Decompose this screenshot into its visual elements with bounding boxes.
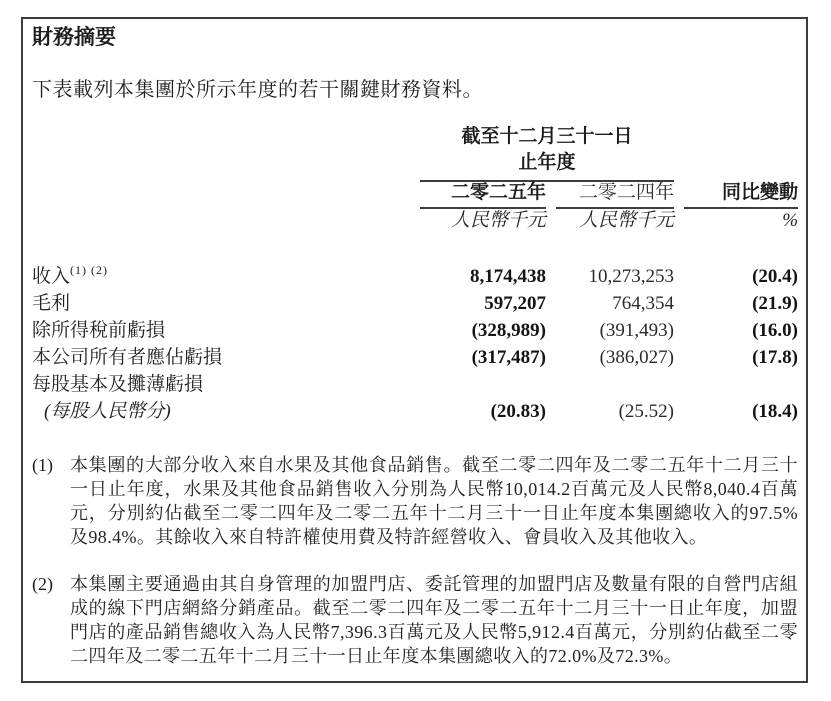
footnote-1 xyxy=(32,453,798,549)
row-label: 每股基本及攤薄虧損 xyxy=(32,374,204,395)
value-change: (16.0) xyxy=(752,320,799,341)
value-2024: 764,354 xyxy=(612,293,675,314)
table-row-loss-before-tax xyxy=(32,317,798,344)
spacer-row xyxy=(32,233,798,263)
table-row-loss-attributable xyxy=(32,344,798,371)
period-header xyxy=(420,124,674,182)
financial-summary-panel xyxy=(21,17,808,683)
value-change xyxy=(674,371,798,398)
unit-2025: 人民幣千元 xyxy=(450,210,546,231)
empty-unit-cell xyxy=(32,209,420,233)
value-2025: (328,989) xyxy=(471,320,546,341)
value-2025: (20.83) xyxy=(490,401,546,422)
change-header-cell xyxy=(674,182,798,209)
value-2025: (317,487) xyxy=(471,347,546,368)
value-2025 xyxy=(420,371,546,398)
table-row-gross-profit xyxy=(32,290,798,317)
period-header-cell xyxy=(420,124,674,182)
value-2024: (386,027) xyxy=(599,347,675,368)
year-2025-header-cell xyxy=(420,182,546,209)
footnote-2 xyxy=(32,572,798,668)
value-2025: 8,174,438 xyxy=(470,266,546,287)
unit-row xyxy=(32,209,798,233)
value-change: (17.8) xyxy=(752,347,799,368)
unit-change: % xyxy=(782,210,799,231)
footnote-number: (1) xyxy=(32,455,53,475)
empty-header-cell xyxy=(674,124,798,182)
change-header: 同比變動 xyxy=(684,182,798,209)
row-label: 收入$^{(1) (2)}$ xyxy=(32,262,108,287)
year-2025-header: 二零二五年 xyxy=(420,182,546,209)
intro-text: 下表載列本集團於所示年度的若干關鍵財務資料。 xyxy=(32,79,483,101)
table-row-revenue xyxy=(32,263,798,290)
period-header-line1: 截至十二月三十一日 xyxy=(461,126,633,147)
row-label: 毛利 xyxy=(32,293,71,314)
footnote-text: 本集團主要通過由其自身管理的加盟門店、委託管理的加盟門店及數量有限的自營門店組成的線下門店網絡分銷產品。截至二零二四年及二零二五年十二月三十一日止年度，加盟門店的產品銷售總收入為人民幣7,396.3百萬元及人民幣5,912.4百萬元，分別約佔截至二零二四年及二零二五年十二月三十一日止年度本集團總收入的72.0%及72.3%。 xyxy=(70,574,798,666)
table-row-loss-per-share-label xyxy=(32,371,798,398)
financial-table xyxy=(32,124,798,425)
period-header-row xyxy=(32,124,798,182)
year-2024-header-cell xyxy=(546,182,674,209)
value-change: (18.4) xyxy=(752,401,799,422)
value-change: (21.9) xyxy=(752,293,799,314)
section-title: 財務摘要 xyxy=(32,26,116,49)
value-2025: 597,207 xyxy=(484,293,546,314)
value-2024: 10,273,253 xyxy=(588,266,675,287)
row-label: (每股人民幣分) xyxy=(44,401,171,422)
year-2024-header: 二零二四年 xyxy=(556,182,674,209)
footnote-ref: (1) (2) xyxy=(70,262,108,277)
value-change: (20.4) xyxy=(752,266,799,287)
year-header-row xyxy=(32,182,798,209)
footnote-text: 本集團的大部分收入來自水果及其他食品銷售。截至二零二四年及二零二五年十二月三十一日止年度，水果及其他食品銷售收入分別為人民幣10,014.2百萬元及人民幣8,040.4百萬元，分別約佔截至二零二四年及二零二五年十二月三十一日止年度本集團總收入的97.5%及98.4%。其餘收入來自特許權使用費及特許經營收入、會員收入及其他收入。 xyxy=(70,455,798,547)
value-2024: (25.52) xyxy=(618,401,675,422)
footnotes xyxy=(32,453,798,668)
empty-header-cell xyxy=(32,124,420,182)
value-2024: (391,493) xyxy=(599,320,675,341)
table-row-loss-per-share-values xyxy=(32,398,798,425)
empty-header-cell xyxy=(32,182,420,209)
period-header-line2: 止年度 xyxy=(518,152,576,173)
unit-2024: 人民幣千元 xyxy=(579,210,675,231)
footnote-number: (2) xyxy=(32,574,53,594)
row-label: 除所得稅前虧損 xyxy=(32,320,166,341)
row-label: 本公司所有者應佔虧損 xyxy=(32,347,223,368)
value-2024 xyxy=(546,371,674,398)
